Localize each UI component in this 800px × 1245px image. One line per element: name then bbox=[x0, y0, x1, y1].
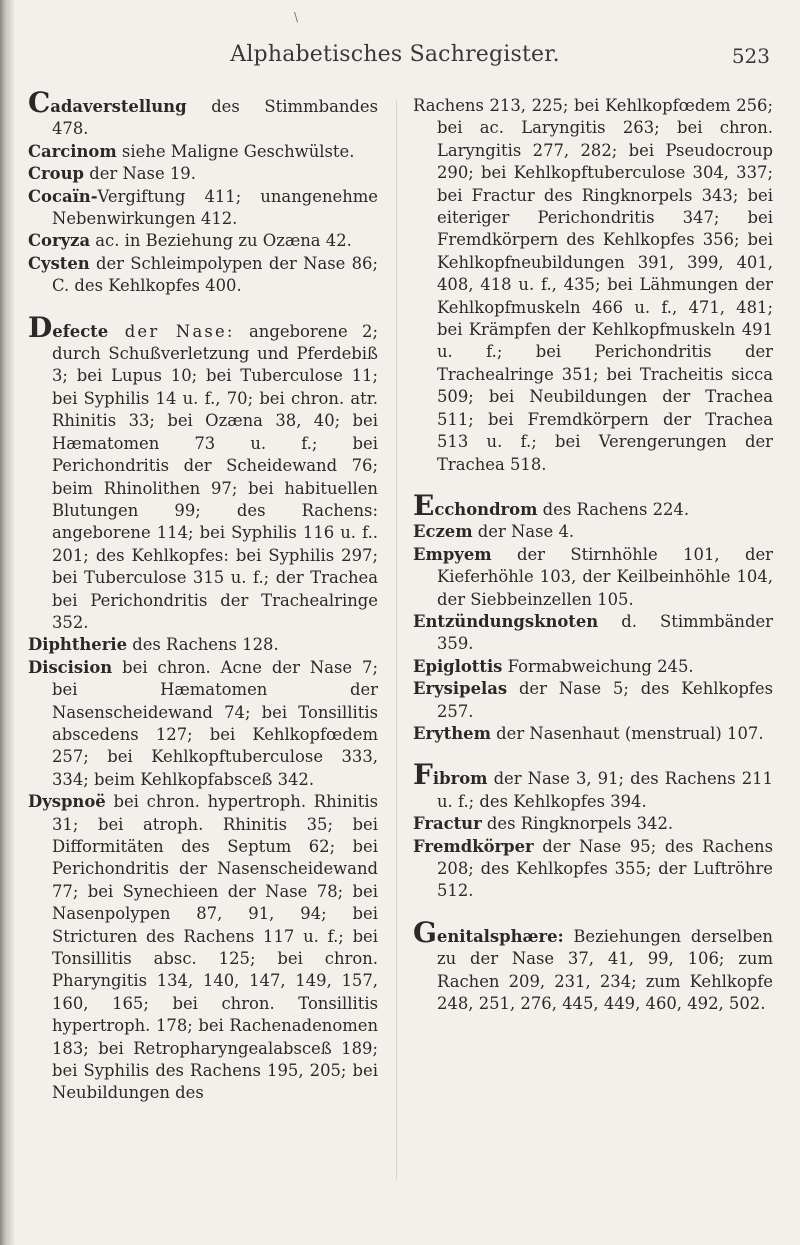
index-term: Dyspnoë bbox=[28, 792, 106, 812]
index-term: Coryza bbox=[28, 231, 91, 251]
index-term: Ecchondrom bbox=[413, 488, 538, 522]
index-entry: Coryza ac. in Beziehung zu Ozæna 42. bbox=[28, 231, 352, 251]
index-term: Defecte bbox=[28, 310, 109, 344]
index-entry: Diphtherie des Rachens 128. bbox=[28, 635, 279, 655]
index-entry: Empyem der Stirnhöhle 101, der Kieferhöhle 103, der Keilbeinhöhle 104, der Siebbeinzellen 105. bbox=[413, 544, 773, 609]
index-term: Croup bbox=[28, 164, 84, 184]
index-term: Diphtherie bbox=[28, 635, 128, 655]
index-term: Fremdkörper bbox=[413, 836, 534, 856]
index-entry-continued: Rachens 213, 225; bei Kehlkopfœdem 256; bei ac. Laryngitis 263; bei chron. Laryngitis 277, 282; bei Pseudocroup 290; bei Kehlkopftuberculose 304, 337; bei Fractur des Ringknorpels 343; bei eiteriger Perichondritis 347; bei Fremdkörpern des Kehlkopfes 356; bei Kehlkopfneubildungen 391, 399, 401, 408, 418 u. f., 435; bei Lähmungen der Kehlkopfmuskeln 466 u. f., 471, 481; bei Krämpfen der Kehlkopfmuskeln 491 u. f.; bei Perichondritis der Trachealringe 351; bei Tracheitis sicca 509; bei Neubildungen der Trachea 511; bei Fremdkörpern der Trachea 513 u. f.; bei Verengerungen der Trachea 518. bbox=[413, 96, 773, 474]
index-entry: Fibrom der Nase 3, 91; des Rachens 211 u. f.; des Kehlkopfes 394. bbox=[413, 758, 773, 811]
index-entry: Defecte der Nase: angeborene 2; durch Schußverletzung und Pferdebiß 3; bei Lupus 10; bei Tuberculose 11; bei Syphilis 14 u. f., 70; bei chron. atr. Rhinitis 33; bei Ozæna 38, 40; bei Hæmatomen 73 u. f.; bei Perichondritis der Scheidewand 76; beim Rhinolithen 97; bei habituellen Blutungen 99; des Rachens: angeborene 114; bei Syphilis 116 u. f.. 201; des Kehlkopfes: bei Syphilis 297; bei Tuberculose 315 u. f.; der Trachea bei Perichondritis der Trachealringe 352. bbox=[28, 310, 378, 632]
page-header-title: Alphabetisches Sachregister. bbox=[230, 42, 560, 67]
index-entry: Carcinom siehe Maligne Geschwülste. bbox=[28, 141, 355, 161]
index-term: Epiglottis bbox=[413, 656, 503, 676]
index-term: Fibrom bbox=[413, 758, 488, 792]
index-entry: Cadaverstellung des Stimmbandes 478. bbox=[28, 86, 378, 139]
index-entry: Croup der Nase 19. bbox=[28, 164, 196, 184]
index-term: Cysten bbox=[28, 253, 90, 273]
index-entry: Erysipelas der Nase 5; des Kehlkopfes 257. bbox=[413, 679, 773, 721]
page-number: 523 bbox=[731, 44, 770, 68]
index-entry: Dyspnoë bei chron. hypertroph. Rhinitis 31; bei atroph. Rhinitis 35; bei Difformitäten des Septum 62; bei Perichondritis der Nasenscheidewand 77; bei Synechieen der Nase 78; bei Nasenpolypen 87, 91, 94; bei Stricturen des Rachens 117 u. f.; bei Tonsillitis absc. 125; bei chron. Pharyngitis 134, 140, 147, 149, 157, 160, 165; bei chron. Tonsillitis hypertroph. 178; bei Rachenadenomen 183; bei Retropharyngealabsceß 189; bei Syphilis des Rachens 195, 205; bei Neubildungen des bbox=[28, 792, 378, 1103]
page-gutter-shadow bbox=[0, 0, 14, 1245]
index-term: Eczem bbox=[413, 522, 473, 542]
index-term: Carcinom bbox=[28, 141, 117, 161]
index-entry: Fractur des Ringknorpels 342. bbox=[413, 814, 674, 834]
index-term: Empyem bbox=[413, 544, 492, 564]
right-column bbox=[413, 95, 773, 1015]
margin-mark: \ bbox=[294, 10, 299, 24]
index-term: Genitalsphære: bbox=[413, 915, 564, 949]
index-entry: Entzündungsknoten d. Stimmbänder 359. bbox=[413, 611, 773, 654]
index-entry: Cocaïn-Vergiftung 411; unangenehme Nebenwirkungen 412. bbox=[28, 186, 378, 229]
index-term: Discision bbox=[28, 657, 113, 677]
index-term: Cadaverstellung bbox=[28, 86, 187, 119]
index-term: Fractur bbox=[413, 814, 482, 834]
index-entry: Ecchondrom des Rachens 224. bbox=[413, 488, 690, 522]
index-entry: Eczem der Nase 4. bbox=[413, 522, 575, 542]
index-term: Entzündungsknoten bbox=[413, 611, 599, 631]
index-entry: Epiglottis Formabweichung 245. bbox=[413, 656, 694, 676]
index-term: Erysipelas bbox=[413, 679, 508, 699]
index-entry: Discision bei chron. Acne der Nase 7; bei Hæmatomen der Nasenscheidewand 74; bei Tonsillitis abscedens 127; bei Kehlkopfœdem 257; bei Kehlkopftuberculose 333, 334; beim Kehlkopfabsceß 342. bbox=[28, 657, 378, 789]
index-entry: Genitalsphære: Beziehungen derselben zu der Nase 37, 41, 99, 106; zum Rachen 209, 231, 234; zum Kehlkopfe 248, 251, 276, 445, 449, 460, 492, 502. bbox=[413, 915, 773, 1014]
index-entry: Cysten der Schleimpolypen der Nase 86; C. des Kehlkopfes 400. bbox=[28, 253, 378, 296]
column-divider bbox=[396, 100, 397, 1180]
index-term: Cocaïn- bbox=[28, 186, 98, 206]
left-column bbox=[28, 86, 378, 1105]
index-entry: Erythem der Nasenhaut (menstrual) 107. bbox=[413, 723, 764, 743]
index-entry: Fremdkörper der Nase 95; des Rachens 208; des Kehlkopfes 355; der Luftröhre 512. bbox=[413, 836, 773, 901]
index-term: Erythem bbox=[413, 723, 491, 743]
